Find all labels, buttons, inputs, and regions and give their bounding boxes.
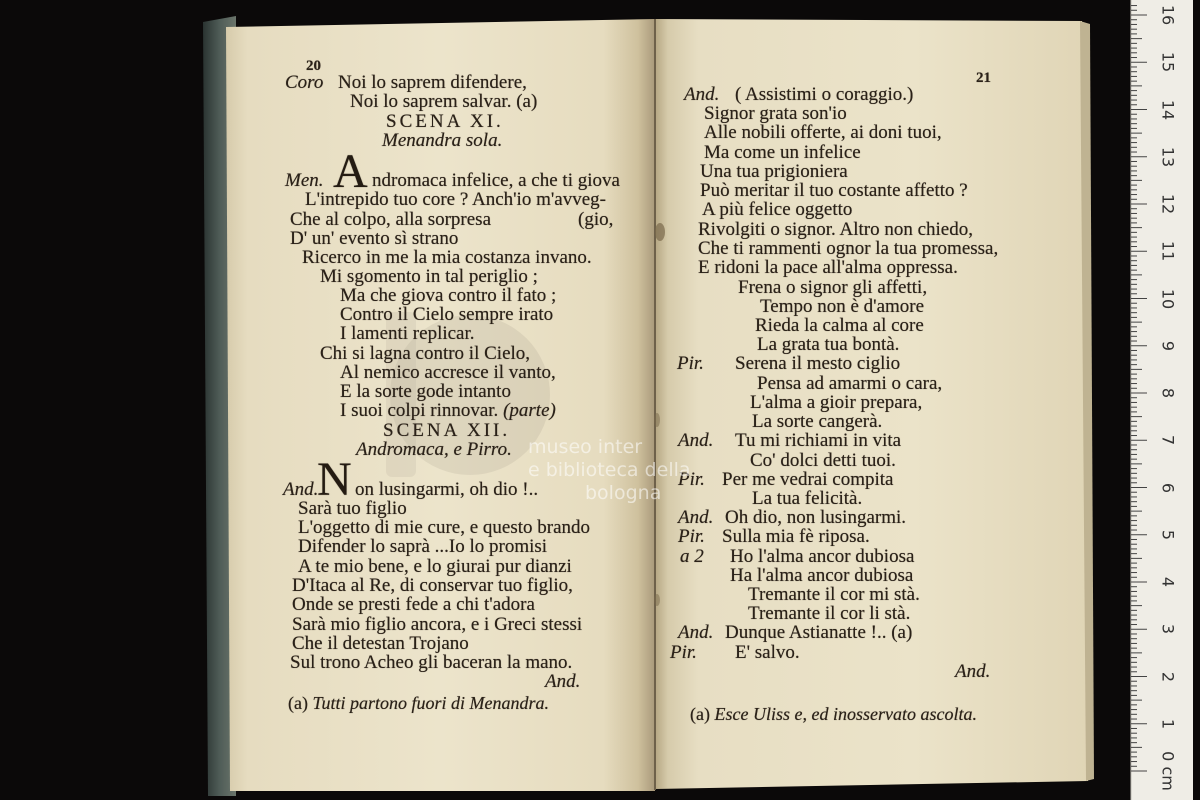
verse-line: D'Itaca al Re, di conservar tuo figlio, [292,575,573,596]
footnote-mark: (a) [690,704,710,724]
binding-thread-mark [654,594,660,606]
verse-line: Ricerco in me la mia costanza invano. [302,247,592,268]
verse-line: Pensa ad amarmi o cara, [757,373,943,394]
stage-direction: (parte) [503,400,556,421]
speaker-label: Pir. [670,642,697,663]
ruler-label: 5 [1158,529,1178,541]
verse-line: Dunque Astianatte !.. (a) [725,622,913,643]
verse-line: Difender lo saprà ...Io lo promisi [298,536,548,557]
ruler-label: 14 [1158,99,1178,121]
speaker-label: Coro [285,72,324,93]
verse-line: Una tua prigioniera [700,161,848,182]
verse-line: L'oggetto di mie cure, e questo brando [298,517,591,538]
verse-line: Rivolgiti o signor. Altro non chiedo, [698,219,973,240]
page-number-right: 21 [976,70,991,86]
verse-line: I lamenti replicar. [340,323,475,344]
speaker-label: And. [678,622,714,643]
drop-cap-initial: A [333,145,368,198]
speaker-label: And. [678,430,714,451]
verse-line: Oh dio, non lusingarmi. [725,507,907,528]
verse-line: Sul trono Acheo gli baceran la mano. [290,652,573,673]
verse-line: Tempo non è d'amore [760,296,925,317]
verse-line: La sorte cangerà. [752,411,883,432]
ruler-label: 1 [1158,718,1178,730]
ruler-label: 4 [1158,576,1178,588]
ruler-label: 0 cm [1158,751,1178,791]
speaker-label: Men. [285,170,324,191]
ruler-label: 12 [1158,193,1178,215]
speaker-label: And. [678,507,714,528]
verse-line: Che al colpo, alla sorpresa [290,209,492,230]
footnote-text: Esce Uliss e, ed inosservato ascolta. [714,704,977,724]
verse-line: Che il detestan Trojano [292,633,469,654]
footnote [288,693,549,713]
verse-line: Tremante il cor mi stà. [748,584,920,605]
ruler-label: 15 [1158,51,1178,73]
verse-line: Ma come un infelice [704,142,861,163]
footnote-mark: (a) [288,693,308,713]
drop-cap-initial: N [317,453,352,506]
catchword: And. [545,671,581,692]
verse-text: I suoi colpi rinnovar. [340,400,499,421]
verse-line: Ha l'alma ancor dubiosa [730,565,914,586]
verse-line: Noi lo saprem salvar. (a) [350,91,538,112]
verse-line: Che ti rammenti ognor la tua promessa, [698,238,999,259]
verse-line: Chi si lagna contro il Cielo, [320,343,531,364]
speaker-label: And. [684,84,720,105]
ruler-label: 16 [1158,4,1178,26]
ruler-label: 10 [1158,288,1178,310]
verse-line: Frena o signor gli affetti, [738,277,928,298]
verse-line: La grata tua bontà. [757,334,900,355]
verse-line: ( Assistimi o coraggio.) [735,84,914,105]
verse-line: La tua felicità. [752,488,863,509]
verse-line: Alle nobili offerte, ai doni tuoi, [704,122,942,143]
verse-line: E ridoni la pace all'alma oppressa. [698,257,958,278]
watermark-text: bologna [585,482,662,504]
ruler-label: 7 [1158,434,1178,446]
scene-characters: Andromaca, e Pirro. [356,439,512,460]
verse-line: A più felice oggetto [702,199,853,220]
verse-line: L'alma a gioir prepara, [750,392,923,413]
verse-line: Tremante il cor li stà. [748,603,911,624]
speaker-label: a 2 [680,546,704,567]
ruler-label: 11 [1158,240,1178,262]
verse-line: E la sorte gode intanto [340,381,511,402]
watermark-text: museo inter [528,436,643,458]
footnote [690,704,977,724]
verse-turnover: (gio, [578,209,614,230]
verse-line: L'intrepido tuo core ? Anch'io m'avveg- [305,189,606,210]
verse-line: Sulla mia fè riposa. [722,526,870,547]
binding-thread-mark [654,413,660,427]
verse-line: Noi lo saprem difendere, [338,72,527,93]
verse-line: Co' dolci detti tuoi. [750,450,896,471]
speaker-label: Pir. [678,469,705,490]
verse-line: Al nemico accresce il vanto, [340,362,556,383]
scene-characters: Menandra sola. [382,130,503,151]
verse-line: A te mio bene, e lo giurai pur dianzi [298,556,572,577]
ruler-label: 3 [1158,623,1178,635]
verse-line: Rieda la calma al core [755,315,924,336]
verse-line: Ho l'alma ancor dubiosa [730,546,915,567]
ruler-label: 13 [1158,146,1178,168]
catchword: And. [955,661,991,682]
verse-line: E' salvo. [735,642,800,663]
speaker-label: Pir. [678,526,705,547]
ruler-label: 9 [1158,340,1178,352]
watermark-text: e biblioteca della [528,459,691,481]
ruler-label: 8 [1158,387,1178,399]
speaker-label: And. [283,479,319,500]
verse-line: Contro il Cielo sempre irato [340,304,554,325]
verse-line: Serena il mesto ciglio [735,353,901,374]
ruler-label: 2 [1158,671,1178,683]
verse-line: on lusingarmi, oh dio !.. [355,479,539,500]
verse-line: Ma che giova contro il fato ; [340,285,557,306]
verse-line: Può meritar il tuo costante affetto ? [700,180,968,201]
ruler-label: 6 [1158,482,1178,494]
scene-heading: SCENA XI. [386,111,504,132]
verse-line: Tu mi richiami in vita [735,430,902,451]
verse-line: Sarà tuo figlio [298,498,407,519]
verse-line: D' un' evento sì strano [290,228,459,249]
binding-thread-mark [655,223,665,241]
verse-line: Per me vedrai compita [722,469,894,490]
verse-line [340,401,556,421]
verse-line: Sarà mio figlio ancora, e i Greci stessi [292,614,583,635]
speaker-label: Pir. [677,353,704,374]
scene-heading: SCENA XII. [383,420,511,441]
footnote-text: Tutti partono fuori di Menandra. [312,693,550,713]
verse-line: Signor grata son'io [704,103,847,124]
verse-line: Onde se presti fede a chi t'adora [292,594,535,615]
verse-line: Mi sgomento in tal periglio ; [320,266,538,287]
page-number-left: 20 [306,58,321,74]
verse-line: ndromaca infelice, a che ti giova [372,170,620,191]
